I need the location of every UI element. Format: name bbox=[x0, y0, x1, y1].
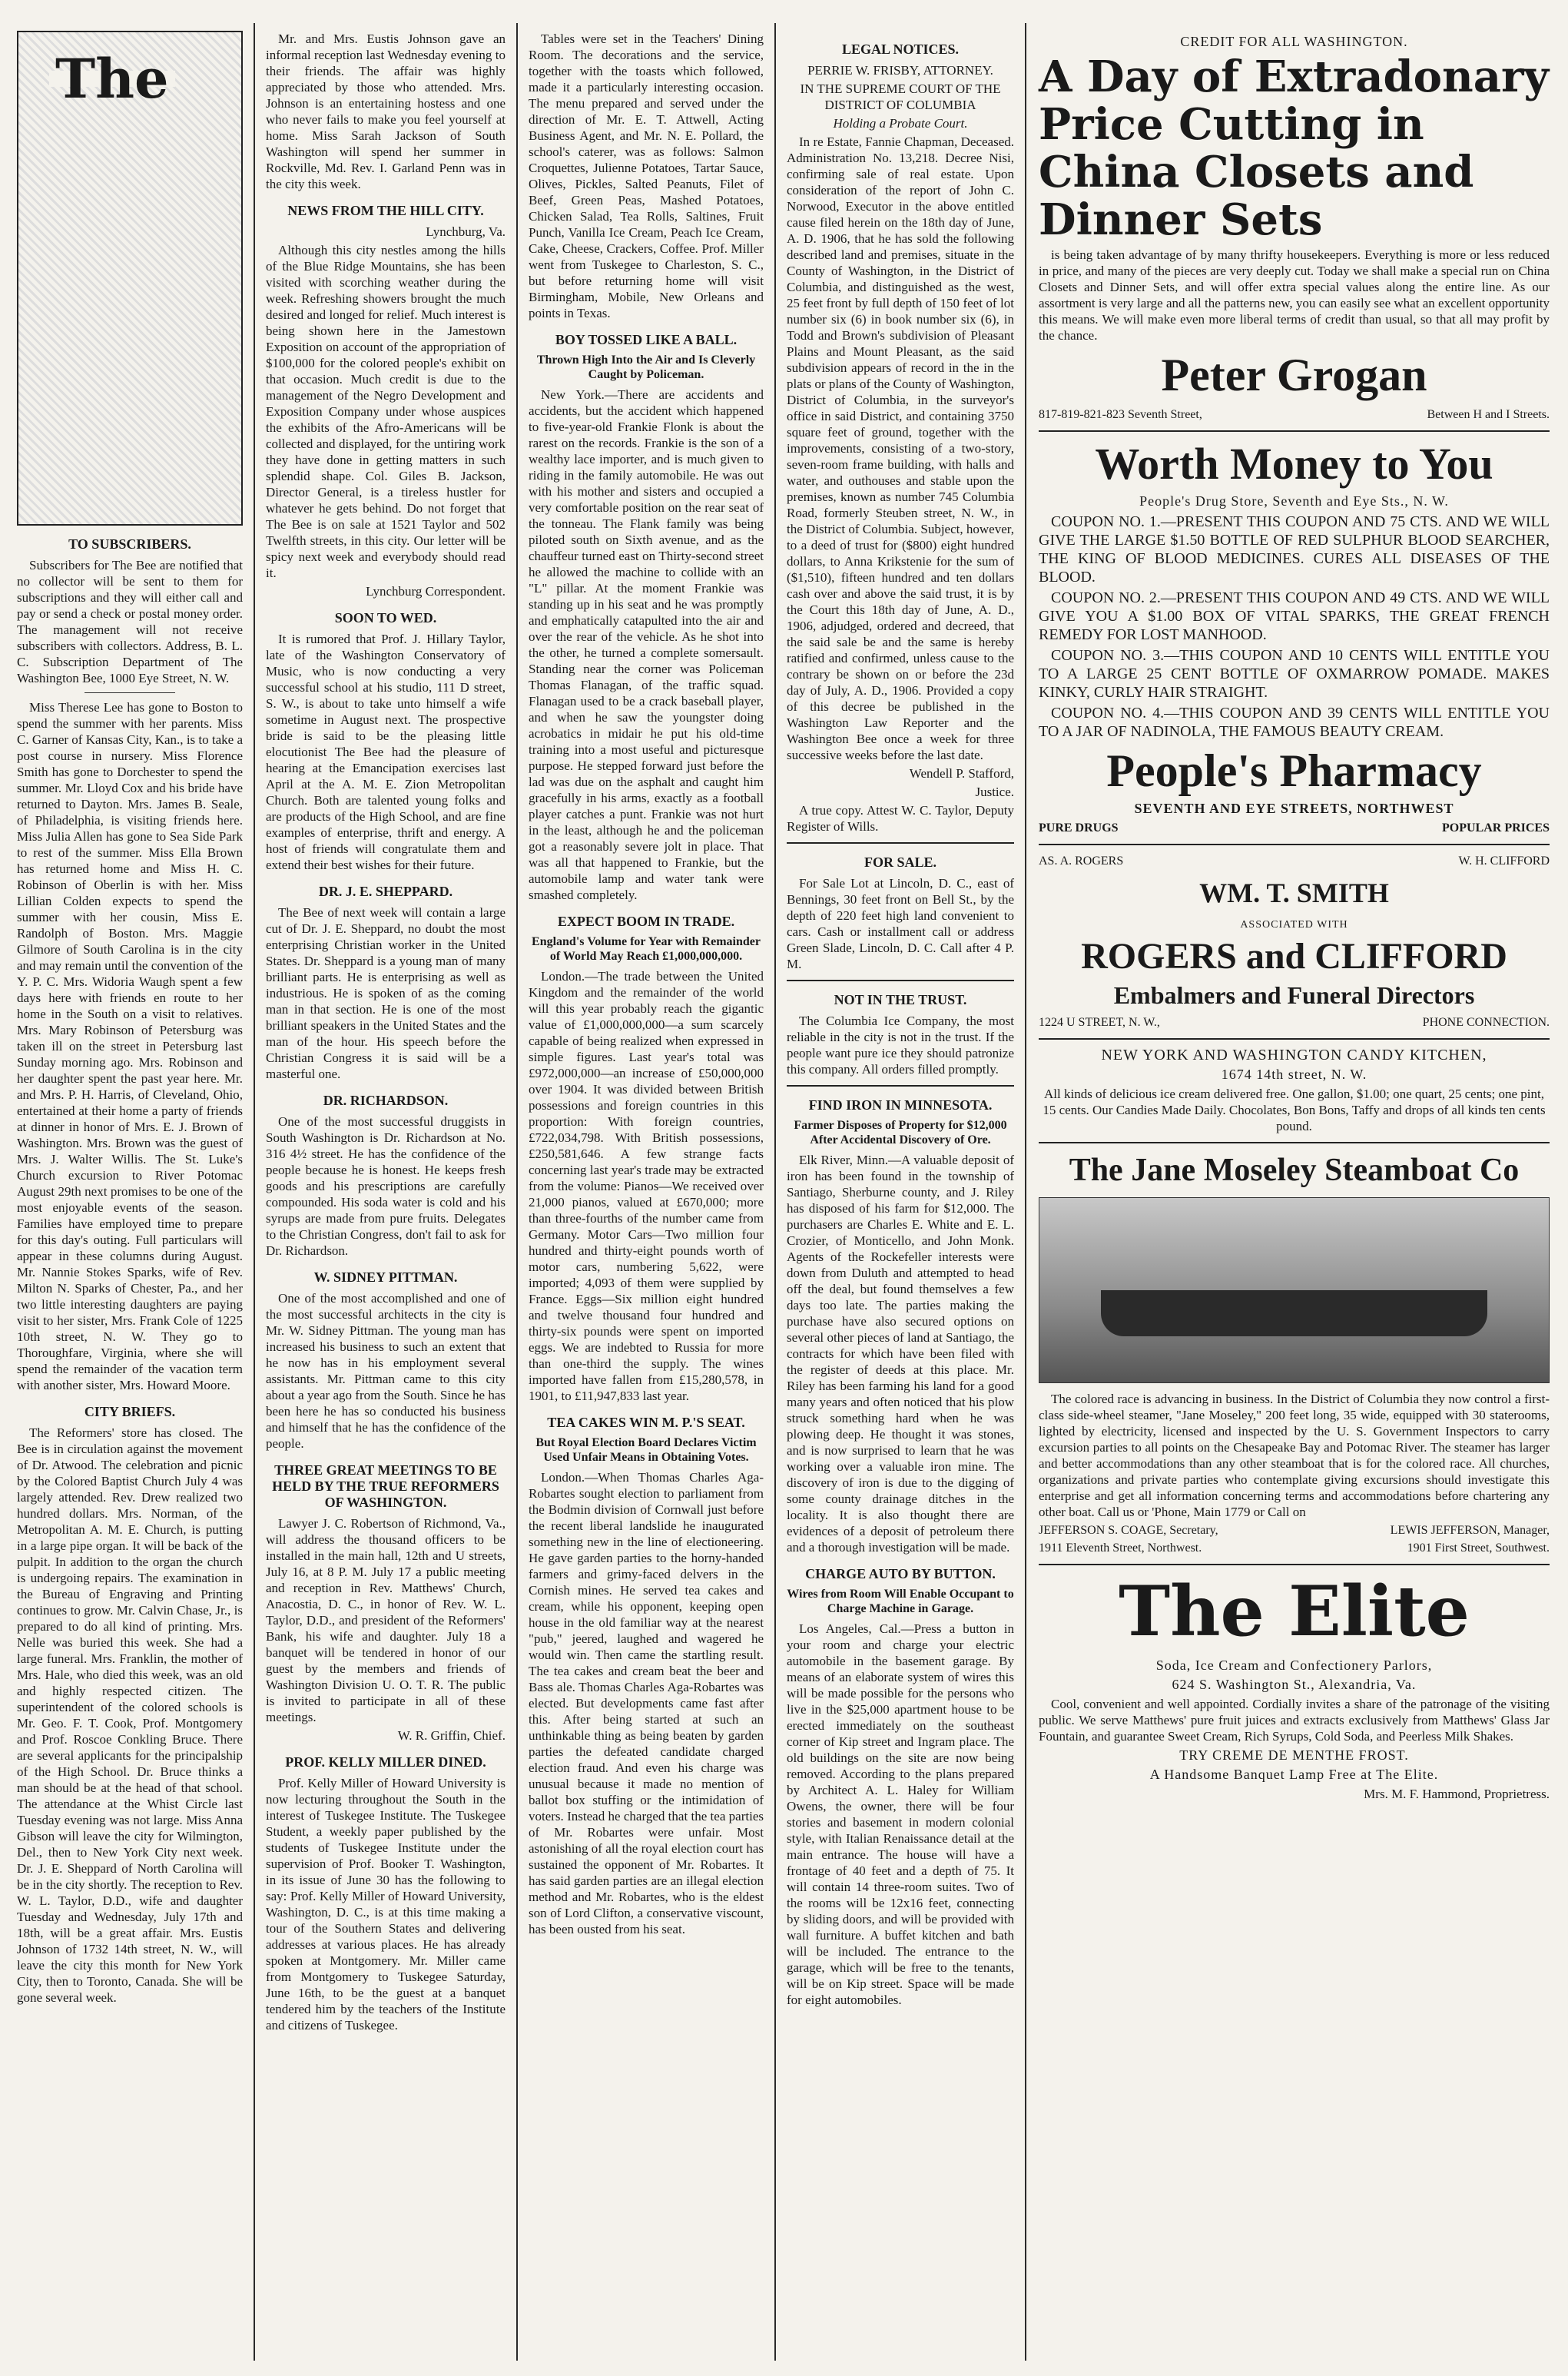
grogan-address-2: Between H and I Streets. bbox=[1427, 408, 1550, 421]
not-in-trust-body: The Columbia Ice Company, the most reliable in the city is not in the trust. If the people want pure ice they should patronize this company. All orders filled promptly. bbox=[787, 1014, 1014, 1077]
for-sale-heading: FOR SALE. bbox=[864, 854, 937, 870]
personals: Miss Therese Lee has gone to Boston to spend the summer with her parents. Miss C. Garner of Kansas City, Kan., is to take a post course in nursery. Miss Florence Smith has gone to Dorchester to spend the summer. Mr. Lloyd Cox and his bride have returned to Dayton. Mrs. James B. Seale, of Philadelphia, is visiting friends here. Miss Julia Allen has gone to Sea Side Park to rest of the summer. Miss Ella Brown has returned home and Miss H. C. Robinson of Oberlin is with her. Miss Lillian Colden expects to spend the summer with her cousin, Miss E. Randolph of Boston. Mrs. Maggie Gilmore of South Carolina is in the city and may remain until the convention of the Y. P. C. Mrs. Widoria Waugh spent a few days here with friends en route to her home in the South on a visit to relatives. Mrs. Mary Robinson of Petersburg was taken ill on the street in Petersburg last Sunday morning ago. Mrs. Robinson and her daughter spent the past year here. Mr. and Mrs. P. H. Harris, of Cleveland, Ohio, entertained at their home a party of friends at dinner in honor of Mrs. E. J. Brown of Washington. Mrs. Brown was the guest of Mrs. J. Walter Willis. The St. Luke's Church excursion to River Potomac August 29th next promises to be one of the most enjoyable events of the season. Families have employed time to prepare for this day's outing. Full particulars will appear in these columns during August. Mr. Nannie Stokes Sparks, wife of Rev. Milton N. Sparks of Chester, Pa., and her two little interesting daughters are paying visit to her sister, Mrs. Frank Cole of 1225 10th street, N. W. They go to Thoroughfare, Virginia, where she will spend the remainder of the vacation term with another sister, Mrs. Howard Moore. bbox=[17, 700, 243, 1392]
elite-subtitle: Soda, Ice Cream and Confectionery Parlors, bbox=[1155, 1658, 1433, 1673]
creme-de-menthe: TRY CREME DE MENTHE FROST. bbox=[1179, 1747, 1409, 1763]
peter-grogan: Peter Grogan bbox=[1161, 350, 1427, 400]
pure-drugs: PURE DRUGS bbox=[1039, 821, 1119, 835]
col3-intro: Tables were set in the Teachers' Dining Room. The decorations and the service, together with the toasts which followed, made it a particularly interesting occasion. The menu prepared and served under the direction of Mr. E. T. Attwell, Acting Business Agent, and Mr. N. E. Pollard, the school's caterer, was as follows: Salmon Croquettes, Julienne Potatoes, Tartar Sauce, Olives, Pickles, Salted Peanuts, Filet of Beef, Green Peas, Mashed Potatoes, Chicken Salad, Tea Rolls, Saltines, Fruit Punch, Vanilla Ice Cream, Peach Ice Cream, Cake, Cheese, Crackers, Coffee. Prof. Miller went from Tuskegee to Charleston, S. C., but before returning home will visit Birmingham, Mobile, New Orleans and points in Texas. bbox=[529, 32, 764, 320]
sheppard-heading: DR. J. E. SHEPPARD. bbox=[318, 884, 453, 899]
rogers-and-clifford: ROGERS and CLIFFORD bbox=[1081, 936, 1507, 977]
coage: JEFFERSON S. COAGE, Secretary, bbox=[1039, 1524, 1218, 1537]
coupon-4: COUPON NO. 4.—THIS COUPON AND 39 CENTS WILL ENTITLE YOU TO A JAR OF NADINOLA, THE FAMOUS BEAUTY CREAM. bbox=[1039, 705, 1550, 740]
popular-prices: POPULAR PRICES bbox=[1441, 821, 1550, 835]
legal-signature: Wendell P. Stafford, bbox=[909, 766, 1014, 781]
reformers-body: Lawyer J. C. Robertson of Richmond, Va., will address the thousand officers to be installed in the main hall, 12th and U streets, July 16, at 8 P. M. July 17 a public meeting and reception in Rev. Matthews' Church, Anacostia, D. C., in honor of Rev. W. L. Taylor, D.D., and president of the Reformers' Bank, his wife and daughter. July 18 a banquet will be tendered in honor of our guest by the members and friends of Washington Division U. O. T. R. The public is invited to participate in all of these meetings. bbox=[266, 1516, 506, 1724]
trade-boom-subhead: England's Volume for Year with Remainder of World May Reach £1,000,000,000. bbox=[532, 935, 761, 963]
the-elite: The Elite bbox=[1119, 1571, 1470, 1652]
wm-t-smith: WM. T. SMITH bbox=[1199, 878, 1389, 908]
reformers-signature: W. R. Griffin, Chief. bbox=[397, 1728, 506, 1743]
grogan-ad-title: A Day of Extradonary Price Cutting in China Closets and Dinner Sets bbox=[1039, 51, 1550, 245]
grogan-ad-body: is being taken advantage of by many thrifty housekeepers. Everything is more or less reduced in price, and many of the pieces are very deeply cut. Today we shall make a special run on China Closets and Dinner Sets, and will offer extra special values along the entire line. As our assortment is very large and all the patterns new, you can easily see what an excellent opportunity this means. We will make even more liberal terms of credit than usual, so that all may profit by the chance. bbox=[1039, 247, 1550, 343]
rc-address: 1224 U STREET, N. W., bbox=[1039, 1016, 1160, 1029]
column-2 bbox=[257, 31, 515, 2361]
steamboat-body: The colored race is advancing in business. In the District of Columbia they now control a first-class side-wheel steamer, "Jane Moseley," 200 feet long, 35 wide, equipped with 30 staterooms, lighted by electricity, licensed and inspected by the U. S. Government Inspectors to carry excursion parties to all points on the Chesapeake Bay and Potomac River. The steamer has larger and better accommodations than any other steamboat that is for the colored race. All churches, organizations and private parties who contemplate giving excursions should investigate this enterprise and get all information concerning terms and accommodations before chartering any other boat. Call us or 'Phone, Main 1779 or Call on bbox=[1039, 1392, 1550, 1519]
tea-cakes-subhead: But Royal Election Board Declares Victim Used Unfair Means in Obtaining Votes. bbox=[535, 1436, 757, 1464]
coupon-1: COUPON NO. 1.—PRESENT THIS COUPON AND 75 CTS. AND WE WILL GIVE THE LARGE $1.50 BOTTLE OF RED SULPHUR BLOOD SEARCHER, THE KING OF BLOOD MEDICINES. CURES ALL DISEASES OF THE BLOOD. bbox=[1039, 513, 1550, 586]
trade-boom-body: London.—The trade between the United Kingdom and the remainder of the world will this year probably reach the gigantic value of £1,000,000,000—a sum scarcely capable of being realized when expressed in simple figures. Last year's total was £972,000,000—an increase of £50,000,000 over 1904. It was divided between British possessions and foreign countries in this proportion: With foreign countries, £722,034,798. With British possessions, £250,581,646. A few strange facts concerning last year's trade may be extracted from the volume: Pianos—We received over 21,000 pianos, valued at £670,000; more than three-fourths of the number came from Germany. Motor Cars—Two million four hundred and thirty-eight pounds worth of motor cars, numbering 5,622, were imported; 4,093 of them were supplied by France. Eggs—Six million eight hundred and twelve thousand four hundred and thirty-six pounds were spent on imported eggs. We are indebted to Russia for more than one-third the supply. The wines imported have fallen from £15,280,578, in 1901, to £11,947,833 last year. bbox=[529, 969, 764, 1403]
legal-notices-heading: LEGAL NOTICES. bbox=[841, 41, 960, 57]
for-sale-body: For Sale Lot at Lincoln, D. C., east of Bennings, 30 feet front on Bell St., by the depth of 220 feet high land convenient to cars. Cash or installment call or address Green Slade, Lincoln, D. C. Call after 4 P. M. bbox=[787, 876, 1014, 971]
probate: Holding a Probate Court. bbox=[833, 116, 968, 131]
peoples-pharmacy: People's Pharmacy bbox=[1106, 745, 1482, 796]
rogers-name: AS. A. ROGERS bbox=[1039, 854, 1124, 868]
candy-kitchen-address: 1674 14th street, N. W. bbox=[1221, 1067, 1367, 1082]
auto-heading: CHARGE AUTO BY BUTTON. bbox=[805, 1566, 996, 1581]
sheppard-body: The Bee of next week will contain a large cut of Dr. J. E. Sheppard, no doubt the most enterprising Christian worker in the United States. Dr. Sheppard is a young man of many brilliant parts. He is enterprising as well as industrious. He is spoken of as the coming man in that section. He is one of the most brilliant speakers in the United States and the man of the hour. His speech before the Christian Congress it is said will be a masterful one. bbox=[266, 905, 506, 1081]
to-subscribers-body: Subscribers for The Bee are notified that no collector will be sent to them for subscriptions and they will either call and pay or send a check or postal money order. The management will not receive subscribers with collectors. Address, B. L. C. Subscription Department of The Washington Bee, 1000 Eye Street, N. W. bbox=[17, 558, 243, 685]
associated-with: ASSOCIATED WITH bbox=[1240, 919, 1348, 931]
soon-to-wed-body: It is rumored that Prof. J. Hillary Taylor, late of the Washington Conservatory of Music, who is now conducting a very successful school at his studio, 111 D street, S. W., is about to take unto himself a wife sometime in August next. The prospective bride is said to be the pleasing little elocutionist The Bee had the pleasure of hearing at the Emancipation exercises last April at the A. M. E. Zion Metropolitan Church. Both are talented young folks and are products of the High School, and are fine examples of enterprise, thrift and energy. A host of friends will congratulate them and extend their best wishes for their future. bbox=[266, 632, 506, 872]
kelly-miller-heading: PROF. KELLY MILLER DINED. bbox=[285, 1754, 486, 1770]
column-1 bbox=[8, 31, 252, 2361]
ads-column bbox=[1028, 31, 1560, 2361]
pittman-heading: W. SIDNEY PITTMAN. bbox=[313, 1269, 458, 1285]
iron-heading: FIND IRON IN MINNESOTA. bbox=[808, 1097, 993, 1113]
not-in-trust-heading: NOT IN THE TRUST. bbox=[834, 992, 967, 1007]
richardson-body: One of the most successful druggists in South Washington is Dr. Richardson at No. 316 4½ street. He has the confidence of the people because he is honest. He keeps fresh goods and his prescriptions are carefully compounded. His soda water is cold and his syrups are made from pure fruits. Delegates to the Christian Congress, don't fail to ask for Dr. Richardson. bbox=[266, 1114, 506, 1258]
proprietress: Mrs. M. F. Hammond, Proprietress. bbox=[1364, 1787, 1550, 1801]
hill-city-body: Although this city nestles among the hills of the Blue Ridge Mountains, she has been visited with scorching weather during the week. Refreshing showers brought the much desired and longed for relief. Much interest is being shown here in the Jamestown Exposition on account of the appropriation of $100,000 for the colored people's exhibit on that occasion. Much credit is due to the management of the Negro Development and Exposition Company under whose auspices the exhibits of the Afro-Americans will be collected and displayed, for the untiring work they have done in getting matters in such splendid shape. Col. Giles B. Jackson, Director General, is a tireless hustler for whatever he gets behind. Do not forget that The Bee is on sale at 1521 Taylor and 502 Twelfth streets, in this city. Our letter will be spicy next week and everybody should read it. bbox=[266, 243, 506, 580]
jefferson-address: 1901 First Street, Southwest. bbox=[1407, 1541, 1550, 1555]
jefferson: LEWIS JEFFERSON, Manager, bbox=[1390, 1524, 1550, 1537]
coupon-2: COUPON NO. 2.—PRESENT THIS COUPON AND 49 CTS. AND WE WILL GIVE YOU A $1.00 BOX OF VITAL SPARKS, THE GREAT FRENCH REMEDY FOR LOST MANHOOD. bbox=[1039, 589, 1550, 643]
pharmacy-address: SEVENTH AND EYE STREETS, NORTHWEST bbox=[1134, 801, 1454, 816]
iron-subhead: Farmer Disposes of Property for $12,000 After Accidental Discovery of Ore. bbox=[794, 1119, 1007, 1147]
attorney: PERRIE W. FRISBY, ATTORNEY. bbox=[807, 63, 993, 78]
column-3 bbox=[519, 31, 773, 2361]
jane-moseley-title: The Jane Moseley Steamboat Co bbox=[1069, 1153, 1520, 1188]
to-subscribers-heading: TO SUBSCRIBERS. bbox=[68, 536, 191, 552]
clifford-name: W. H. CLIFFORD bbox=[1458, 854, 1550, 868]
candy-kitchen-body: All kinds of delicious ice cream delivered free. One gallon, $1.00; one quart, 25 cents; one pint, 15 cents. Our Candies Made Daily. Chocolates, Bon Bons, Taffy and drops of all kinds ten cents pound. bbox=[1043, 1087, 1546, 1133]
banquet-lamp: A Handsome Banquet Lamp Free at The Elite. bbox=[1149, 1767, 1439, 1782]
iron-body: Elk River, Minn.—A valuable deposit of iron has been found in the township of Santiago, Sherburne county, and J. Riley has disposed of his farm for $12,000. The purchasers are Charles E. White and E. L. Crozier, of Monticello, and John Monk. Agents of the Rockefeller interests were down from Duluth and attempted to head off the deal, but found themselves a few days too late. The parties making the purchase have also secured options on several other pieces of land at Santiago, the contracts for which have been filed with the register of deeds at this place. Mr. Riley has been farming his land for a good many years and often noticed that his plow struck something hard when he was plowing deep. He thought it was stones, and is now surprised to learn that he was working over a valuable iron mine. The discovery of iron is due to the digging of some county drainage ditches in the locality. It is also thought there are evidences of a deposit of petroleum there and a thorough investigation will be made. bbox=[787, 1153, 1014, 1555]
embalmers: Embalmers and Funeral Directors bbox=[1113, 981, 1475, 1009]
col2-intro: Mr. and Mrs. Eustis Johnson gave an informal reception last Wednesday evening to their friends. The affair was highly appreciated by those who attended. Mrs. Johnson is an entertaining hostess and one who never fails to make you feel yourself at home. Miss Sarah Jackson of South Washington will spend her summer in Rockville, Md. Rev. I. Garland Penn was in the city this week. bbox=[266, 32, 506, 191]
pittman-body: One of the most accomplished and one of the most successful architects in the city is Mr. W. Sidney Pittman. The young man has increased his business to such an extent that he now has in his employment several assistants. Mr. Pittman came to this city about a year ago from the South. Since he has been here he has so conducted his business and himself that he has the confidence of the people. bbox=[266, 1291, 506, 1451]
tea-cakes-heading: TEA CAKES WIN M. P.'S SEAT. bbox=[547, 1415, 745, 1430]
coage-address: 1911 Eleventh Street, Northwest. bbox=[1039, 1541, 1202, 1555]
legal-attest: A true copy. Attest W. C. Taylor, Deputy Register of Wills. bbox=[787, 803, 1014, 834]
boy-tossed-heading: BOY TOSSED LIKE A BALL. bbox=[555, 332, 738, 347]
grogan-address: 817-819-821-823 Seventh Street, bbox=[1039, 408, 1202, 421]
elite-body: Cool, convenient and well appointed. Cordially invites a share of the patronage of the visiting public. We serve Matthews' pure fruit juices and extracts exclusively from Matthews' Glass Jar Fountain, and guarantee Sweet Cream, Rich Syrups, Cold Soda, and Peerless Milk Shakes. bbox=[1039, 1697, 1550, 1744]
hill-city-dateline: Lynchburg, Va. bbox=[426, 224, 506, 239]
rc-phone: PHONE CONNECTION. bbox=[1422, 1016, 1550, 1029]
hill-city-heading: NEWS FROM THE HILL CITY. bbox=[287, 203, 484, 218]
soon-to-wed-heading: SOON TO WED. bbox=[334, 610, 437, 626]
legal-signature-title: Justice. bbox=[975, 785, 1014, 799]
richardson-heading: DR. RICHARDSON. bbox=[323, 1093, 449, 1108]
auto-body: Los Angeles, Cal.—Press a button in your room and charge your electric automobile in the basement garage. By means of an elaborate system of wires this will be made possible for the persons who live in the $25,000 apartment house to be erected immediately on the southeast corner of Kip street and Ingram place. The old buildings on the site are now being removed. According to the plans prepared by Architect A. L. Haley for William Owens, the owner, there will be four stories and basement in modern colonial style, with Italian Renaissance detail at the main entrance. The house will have a frontage of 40 feet and a depth of 75. It will contain 14 three-room suites. Two of the rooms will be 12x16 feet, connecting by sliding doors, and will be provided with wall furniture. A buffet kitchen and bath will be included. The entrance to the garage, which will be free to the tenants, will be on Kip street. Space will be made for eight automobiles. bbox=[787, 1621, 1014, 2007]
elite-address: 624 S. Washington St., Alexandria, Va. bbox=[1172, 1677, 1417, 1692]
trade-boom-heading: EXPECT BOOM IN TRADE. bbox=[557, 914, 735, 929]
column-4 bbox=[777, 31, 1023, 2361]
masthead-illustration bbox=[17, 31, 243, 526]
reformers-heading: THREE GREAT MEETINGS TO BE HELD BY THE TRUE REFORMERS OF WASHINGTON. bbox=[272, 1462, 499, 1510]
masthead-title: The bbox=[49, 71, 175, 87]
city-briefs-heading: CITY BRIEFS. bbox=[84, 1404, 176, 1419]
auto-subhead: Wires from Room Will Enable Occupant to Charge Machine in Garage. bbox=[787, 1588, 1014, 1615]
kelly-miller-body: Prof. Kelly Miller of Howard University is now lecturing throughout the South in the interest of Tuskegee Institute. The Tuskegee Student, a weekly paper published by the students of Tuskegee Institute under the supervision of Prof. Booker T. Washington, in its issue of June 30 has the following to say: Prof. Kelly Miller of Howard University, Washington, D. C., is at this time making a tour of the Southern States and delivering addresses at various places. He has already spoken at Montgomery. Mr. Miller came from Montgomery to Tuskegee Saturday, June 16th, to be the guest at a banquet tendered him by the teachers of the Institute and citizens of Tuskegee. bbox=[266, 1776, 506, 2033]
legal-body: In re Estate, Fannie Chapman, Deceased. Administration No. 13,218. Decree Nisi, confirming sale of real estate. Upon consideration of the report of John C. Norwood, Executor in the above entitled cause filed herein on the 18th day of June, A. D. 1906, that he has sold the following described land and premises, situate in the County of Washington, in the District of Columbia, and distinguished as the west, 25 feet front by full depth of 150 feet of lot number six (6) in book number six (6), in Todd and Brown's subdivision of Pleasant Plains and Mount Pleasant, as the said subdivision appears of record in the in the plats or plans of the County of Washington, District of Columbia, in the surveyor's office in said District, and containing 3750 square feet of ground, together with the improvements, consisting of a two-story, seven-room frame building, with halls and water, and outhouses and stable upon the premises, known as number 745 Columbia Road, formerly Steuben street, N. W., in the District of Columbia. Subject, however, to a deed of trust for ($800) eight hundred dollars, to Anna Krikstenie for the sum of ($1,510), fifteen hundred and ten dollars cash over and above the said trust, it is by the Court this 18th day of June, A. D., 1906, adjudged, ordered and decreed, that the said sale be and the same is hereby ratified and confirmed, unless cause to the contrary be shown on or before the 23d day of July, A. D., 1906. Provided a copy of this decree be published in the Washington Law Reporter and the Washington Bee once a week for three successive weeks before the last date. bbox=[787, 134, 1014, 762]
boy-tossed-subhead: Thrown High Into the Air and Is Cleverly Caught by Policeman. bbox=[536, 353, 756, 381]
city-briefs-body: The Reformers' store has closed. The Bee is in circulation against the movement of Dr. Atwood. The celebration and picnic by the Colored Baptist Church July 4 was largely attended. Rev. Drew realized two hundred dollars. Mrs. Norman, of the Metropolitan A. M. E. Church, is putting in a large pipe organ. It will be back of the pulpit. In addition to the organ the church is undergoing repairs. The examination in the Bureau of Engraving and Printing continues to grow. Mr. Calvin Chase, Jr., is prepared to do all kind of printing. Mrs. Nelle was buried this week. She had a large funeral. Mrs. Franklin, the mother of Mrs. Hale, who died this week, was an old and highly respected citizen. The superintendent of the colored schools is Mr. Geo. F. T. Cook, Prof. Montgomery and Prof. Roscoe Conkling Bruce. There are several applicants for the principalship of the High School. Dr. Bruce thinks a man should be at the head of that school. The attendance at the Whist Circle last Tuesday evening was not large. Miss Anna Gibson will leave the city for Wilmington, Del., then to New York City next week. Dr. J. E. Sheppard of North Carolina will be in the city shortly. The reception to Rev. W. L. Taylor, D.D., wife and daughter Tuesday and Wednesday, July 17th and 18th, will be a great affair. Mrs. Eustis Johnson of 1732 14th street, N. W., will leave the city this month for New York City, then to Toronto, Canada. She will be gone several week. bbox=[17, 1425, 243, 2005]
candy-kitchen-heading: NEW YORK AND WASHINGTON CANDY KITCHEN, bbox=[1101, 1047, 1487, 1064]
boy-tossed-body: New York.—There are accidents and accidents, but the accident which happened to five-year-old Frankie Flonk is about the rarest on the records. Frankie is the son of a wealthy lace importer, and is much given to riding in the family automobile. He was out with his mother and sisters and occupied a very comfortable position on the rear seat of the tonneau. The Flank family was being piloted south on Sixth avenue, and as the chauffeur turned east on Thirty-second street he allowed the machine to collide with an "L" pillar. At the moment Frankie was standing up in his seat and he was promptly and emphatically catapulted into the air and over the rear of the vehicle. As he shot into the other, he turned a complete somersault. Standing near the corner was Policeman Thomas Flanagan, of the traffic squad. Flanagan used to be a crack baseball player, and when he saw the youngster doing acrobatics in midair he put his old-time training into a most useful and picturesque purpose. He stepped forward just before the lad was due on the asphalt and caught him gracefully in his arms, exactly as a football player catches a punt. Frankie was not hurt in the least, although he and the policeman got a reasonably severe jolt in place. That was all that happened to Frankie, but the automobile lamp and water tank were smashed completely. bbox=[529, 387, 764, 902]
court: IN THE SUPREME COURT OF THE DISTRICT OF COLUMBIA bbox=[800, 81, 1001, 112]
worth-money: Worth Money to You bbox=[1095, 439, 1493, 489]
coupon-3: COUPON NO. 3.—THIS COUPON AND 10 CENTS WILL ENTITLE YOU TO A LARGE 25 CENT BOTTLE OF OXMARROW POMADE. MAKES KINKY, CURLY HAIR STRAIGHT. bbox=[1039, 647, 1550, 701]
tea-cakes-body: London.—When Thomas Charles Aga-Robartes sought election to parliament from the Bodmin division of Cornwall just before the recent liberal landslide he inaugurated something new in the line of electioneering. He gave garden parties to the horny-handed farmers and grimy-faced delvers in the Cornish mines. He served tea cakes and cream, while his opponent, keeping open house in the old familiar way at the nearest "pub," jeered, laughed and wagered he would win. Then came the startling result. The tea cakes and cream beat the beer and Bass ale. Thomas Charles Aga-Robartes was elected. But developments came fast after this. After being started at such an unthinkable thing as being beaten by garden parties the defeated candidate charged election fraud. And even his charge was unusual because it made no mention of ballot box stuffing or the intimidation of voters. Instead he charged that the tea parties of Mr. Robartes were unfair. Most astonishing of all the royal election court has sustained the opponent of Mr. Robartes. It has said garden parties are an illegal election method and Mr. Robartes, who is the eldest son of Lord Clifton, a conservative viscount, has been ousted from his seat. bbox=[529, 1470, 764, 1936]
hill-city-signature: Lynchburg Correspondent. bbox=[366, 584, 506, 599]
peoples-drug-store: People's Drug Store, Seventh and Eye Sts., N. W. bbox=[1139, 493, 1449, 509]
steamboat-illustration bbox=[1039, 1197, 1550, 1383]
credit-line: CREDIT FOR ALL WASHINGTON. bbox=[1180, 34, 1408, 49]
